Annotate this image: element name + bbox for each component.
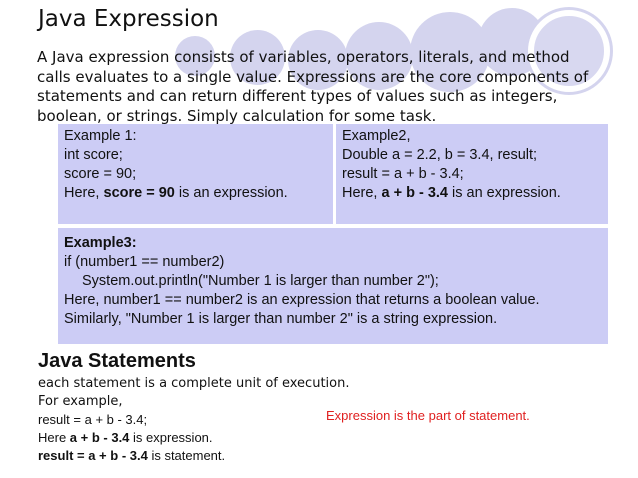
examples-table (58, 124, 608, 344)
statements-line: each statement is a complete unit of execution. (38, 376, 350, 391)
bold-text: a + b - 3.4 (69, 430, 130, 445)
example1-here (64, 184, 327, 203)
text: is expression. (129, 430, 213, 445)
example3-heading: Example3: (64, 235, 137, 251)
statements-line (38, 429, 349, 447)
intro-paragraph: A Java expression consists of variables, operators, literals, and method calls evaluates to a single value. Expressions are the core components of statements and can return different types of values such as integers, boolean, or strings. Simply calculation for some task. (37, 48, 589, 125)
text: is an expression. (174, 185, 288, 201)
example1-line: score = 90; (64, 166, 137, 182)
example3-cell (58, 228, 608, 344)
bold-text: score = 90 (103, 185, 175, 201)
statements-heading: Java Statements (38, 350, 196, 372)
text: Here, (342, 185, 382, 201)
example1-cell (58, 124, 333, 224)
statements-body (38, 375, 349, 465)
example2-line: Double a = 2.2, b = 3.4, result; (342, 147, 538, 163)
text: is statement. (147, 448, 226, 463)
example3-line: if (number1 == number2) (64, 254, 225, 270)
statement-note: Expression is the part of statement. (326, 408, 530, 423)
text: is an expression. (448, 185, 561, 201)
bold-text: result = a + b - 3.4 (38, 448, 148, 463)
example2-heading: Example2, (342, 128, 411, 144)
example2-here (342, 184, 602, 203)
text: Here (38, 430, 70, 445)
example3-line: Here, number1 == number2 is an expression that returns a boolean value. (64, 292, 540, 308)
example3-line: Similarly, "Number 1 is larger than number 2" is a string expression. (64, 311, 498, 327)
text: Here, (64, 185, 104, 201)
example1-heading: Example 1: (64, 128, 137, 144)
example2-cell (336, 124, 608, 224)
example2-line: result = a + b - 3.4; (342, 166, 464, 182)
example1-line: int score; (64, 147, 123, 163)
statements-line: result = a + b - 3.4; (38, 412, 148, 427)
statements-line: For example, (38, 394, 123, 409)
bold-text: a + b - 3.4 (381, 185, 448, 201)
example3-line: System.out.println("Number 1 is larger than number 2"); (82, 273, 439, 289)
slide-title: Java Expression (38, 6, 219, 32)
statements-line (38, 447, 349, 465)
